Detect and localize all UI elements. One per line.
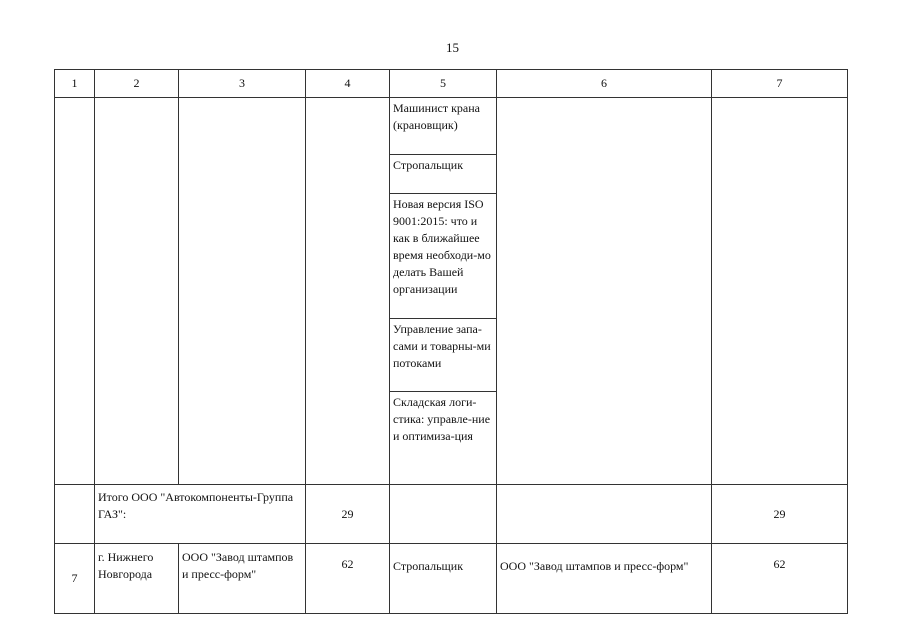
cont-col-4 <box>306 98 390 485</box>
total-label: Итого ООО "Автокомпоненты-Группа ГАЗ": <box>95 485 306 544</box>
row7-col-6: ООО "Завод штампов и пресс-форм" <box>497 544 712 614</box>
page-number: 15 <box>446 40 459 55</box>
header-col-1: 1 <box>55 70 95 98</box>
total-col-1 <box>55 485 95 544</box>
header-col-4: 4 <box>306 70 390 98</box>
header-col-3: 3 <box>179 70 306 98</box>
cont-col-3 <box>179 98 306 485</box>
row7-col-5: Стропальщик <box>390 544 497 614</box>
total-col-5 <box>390 485 497 544</box>
row7-col-3: ООО "Завод штампов и пресс-форм" <box>179 544 306 614</box>
cont-col-6 <box>497 98 712 485</box>
course-slinger: Стропальщик <box>390 155 496 194</box>
header-col-6: 6 <box>497 70 712 98</box>
course-warehouse-logistics: Складская логи-стика: управле-ние и оптимиза-ция <box>393 395 491 443</box>
row7-col-1: 7 <box>55 544 95 614</box>
header-col-5: 5 <box>390 70 497 98</box>
row7-col-7: 62 <box>712 544 848 614</box>
cont-col-2 <box>95 98 179 485</box>
course-inventory-management: Управление запа-сами и товарны-ми потоками <box>390 319 496 392</box>
header-col-7: 7 <box>712 70 848 98</box>
cont-col-5-stack <box>390 98 497 485</box>
cont-col-7 <box>712 98 848 485</box>
course-crane-operator: Машинист крана (крановщик) <box>390 98 496 155</box>
continuation-row <box>55 98 848 485</box>
total-col-6 <box>497 485 712 544</box>
course-iso-9001: Новая версия ISO 9001:2015: что и как в ближайшее время необходи-мо делать Вашей организации <box>390 194 496 319</box>
header-col-2: 2 <box>95 70 179 98</box>
cont-col-1 <box>55 98 95 485</box>
row7-col-4: 62 <box>306 544 390 614</box>
document-table <box>54 69 848 614</box>
total-col-4: 29 <box>306 485 390 544</box>
header-row <box>55 70 848 98</box>
total-row <box>55 485 848 544</box>
total-col-7: 29 <box>712 485 848 544</box>
table-row <box>55 544 848 614</box>
row7-col-2: г. Нижнего Новгорода <box>95 544 179 614</box>
